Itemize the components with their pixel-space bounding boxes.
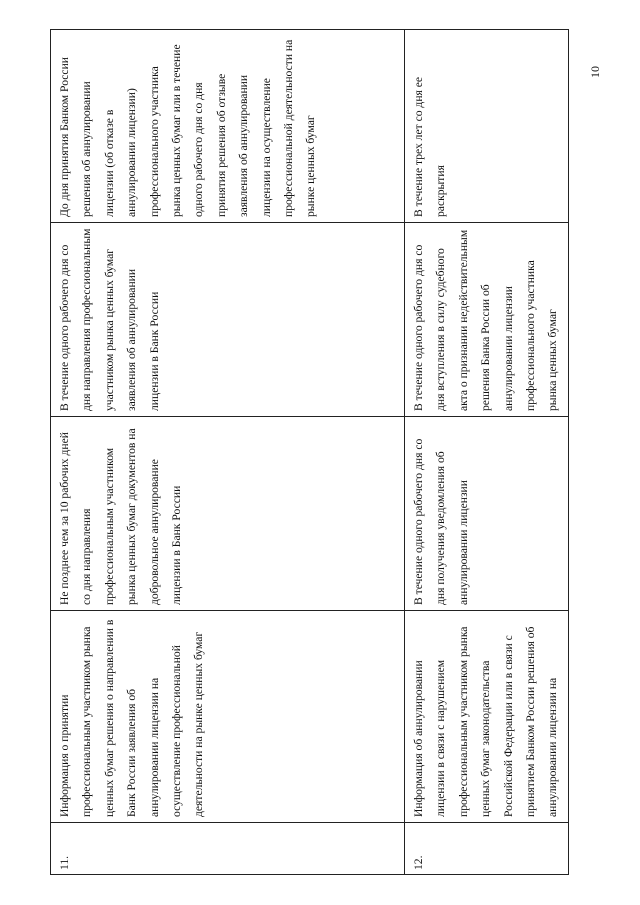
submission-term-text: В течение одного рабочего дня со дня направления профессиональным участником рынка ценных бумаг заявления об аннулировании лицензии в Банк России <box>58 228 161 411</box>
disclosure-term-cell <box>51 417 405 611</box>
storage-term-text: До дня принятия Банком России решения об аннулировании лицензии (об отказе в аннулировании лицензии) профессионального участника рынка ценных бумаг или в течение одного рабочего дня со дня принятия решения об отзыве заявления об аннулировании лицензии на осуществление профессиональной деятельности на рынке ценных бумаг <box>58 39 318 217</box>
submission-term-text: В течение одного рабочего дня со дня вступления в силу судебного акта о признании недействительным решения Банка России об аннулировании лицензии профессионального участника рынка ценных бумаг <box>412 229 560 411</box>
submission-term-cell <box>51 223 405 417</box>
page-number: 10 <box>588 66 602 78</box>
row-number: 11. <box>51 823 405 875</box>
table-row <box>51 30 405 875</box>
information-cell <box>405 611 569 823</box>
submission-term-cell <box>405 223 569 417</box>
storage-term-cell <box>51 30 405 223</box>
disclosure-term-text: В течение одного рабочего дня со дня получения уведомления об аннулировании лицензии <box>412 438 470 605</box>
row-number: 12. <box>405 823 569 875</box>
storage-term-text: В течение трех лет со дня ее раскрытия <box>412 76 448 217</box>
storage-term-cell <box>405 30 569 223</box>
disclosure-term-text: Не позднее чем за 10 рабочих дней со дня направления профессиональным участником рынка ценных бумаг документов на добровольное аннулирование лицензии в Банк России <box>58 428 184 605</box>
disclosure-term-cell <box>405 417 569 611</box>
table-row <box>405 30 569 875</box>
information-text: Информация об аннулировании лицензии в связи с нарушением профессиональным участником рынка ценных бумаг законодательства Российской Федерации или в связи с принятием Банком России решения об аннулировании лицензии на <box>412 626 560 817</box>
information-text: Информация о принятии профессиональным участником рынка ценных бумаг решения о направлении в Банк России заявления об аннулировании лицензии на осуществление профессиональной деятельности на рынке ценных бумаг <box>58 619 206 817</box>
disclosure-table <box>50 29 569 875</box>
information-cell <box>51 611 405 823</box>
rotated-table-page <box>50 30 558 875</box>
